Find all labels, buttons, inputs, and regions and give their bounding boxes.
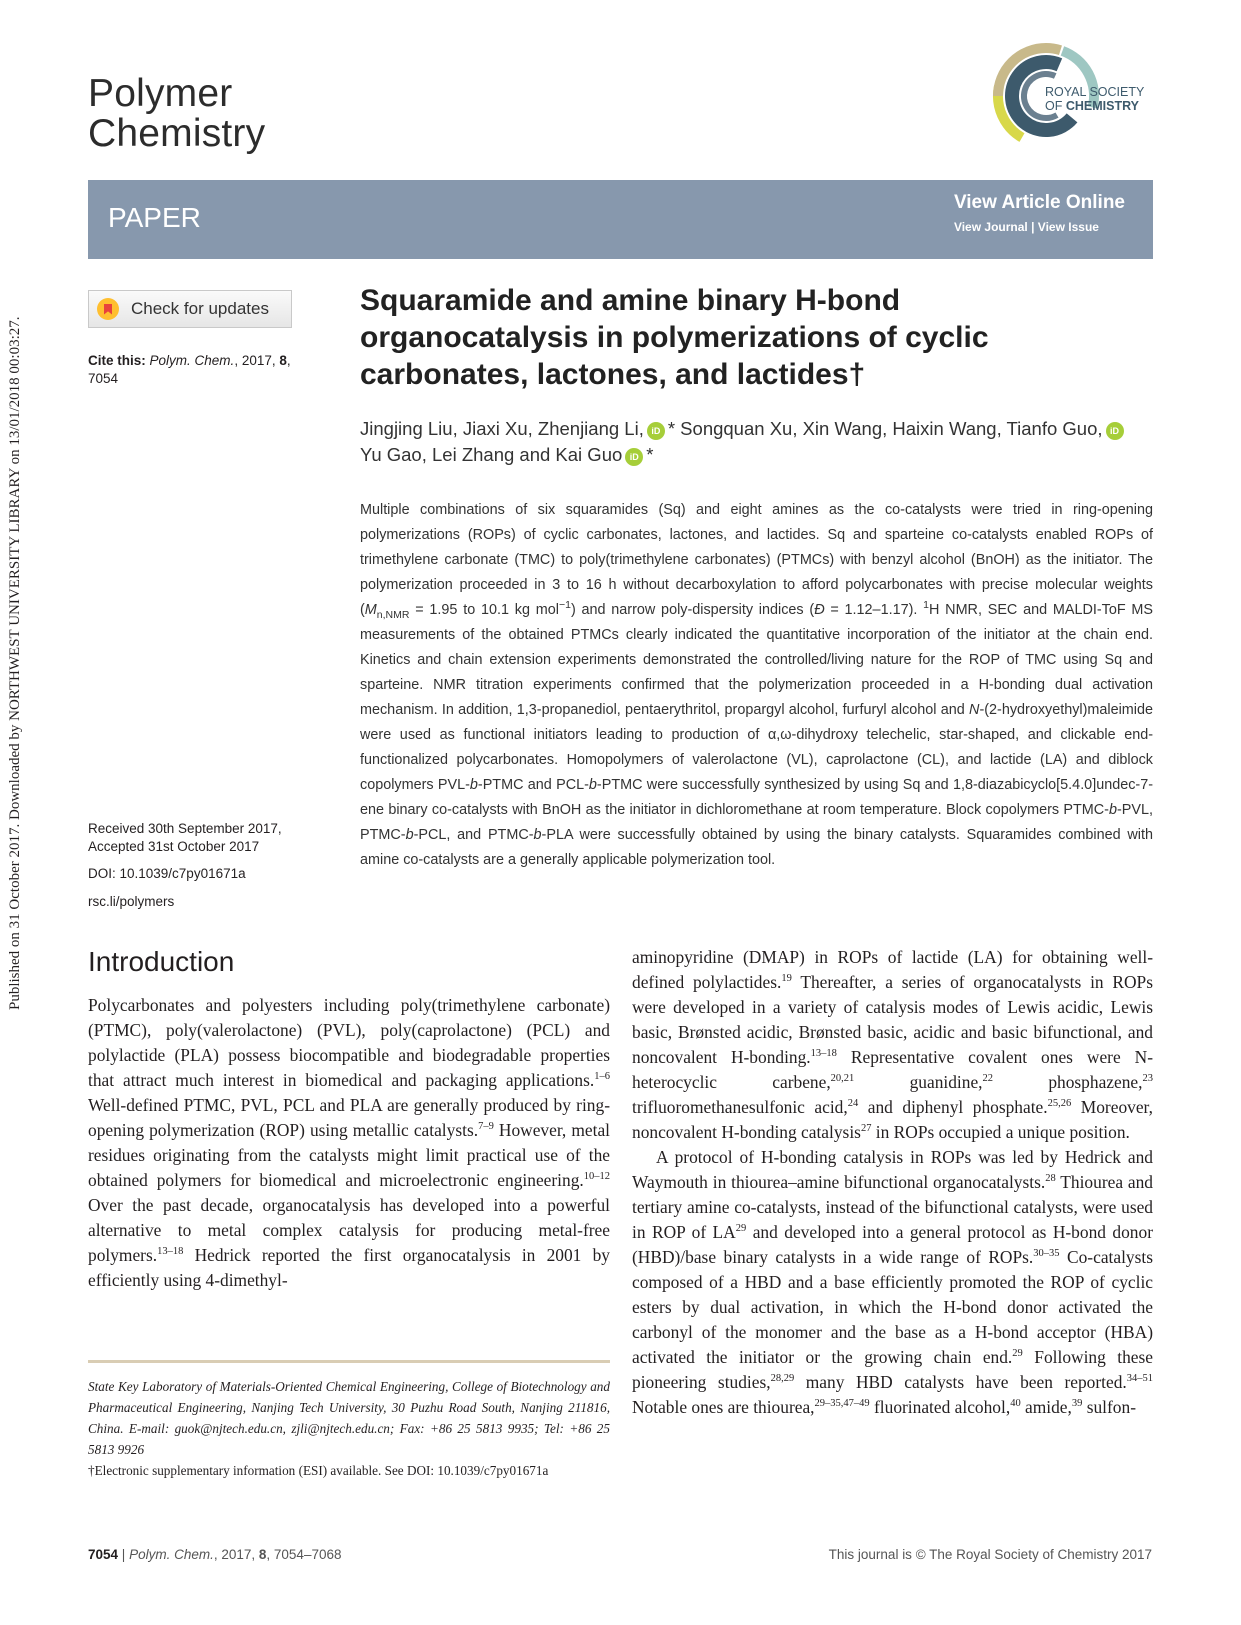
rsc-wordmark: ROYAL SOCIETY OF CHEMISTRY bbox=[1045, 85, 1145, 113]
affiliation-footnote: State Key Laboratory of Materials-Oriented Chemical Engineering, College of Biotechnology and Pharmaceutical Engineering, Nanjing Tech University, 30 Puzhu Road South, Nanjing 211816, China. E-mail: guok@njtech.edu.cn, zjli@njtech.edu.cn; Fax: +86 25 5813 9935; Tel: +86 25 5813 9926 bbox=[88, 1379, 610, 1457]
download-note: Published on 31 October 2017. Downloaded by NORTHWEST UNIVERSITY LIBRARY on 13/01/2018 00:03:27. bbox=[7, 316, 23, 1010]
article-title: Squaramide and amine binary H-bond organocatalysis in polymerizations of cyclic carbonates, lactones, and lactides† bbox=[360, 284, 989, 391]
footnote-divider bbox=[88, 1360, 610, 1363]
author-list: Jingjing Liu, Jiaxi Xu, Zhenjiang Li, iD * Songquan Xu, Xin Wang, Haixin Wang, Tianfo Guo, iD Yu Gao, Lei Zhang and Kai Guo iD * bbox=[360, 416, 1140, 468]
journal-title bbox=[88, 74, 265, 154]
cite-this: Cite this: Polym. Chem., 2017, 8, 7054 bbox=[88, 353, 291, 386]
esi-footnote: †Electronic supplementary information (ESI) available. See DOI: 10.1039/c7py01671a bbox=[88, 1463, 549, 1478]
body-column-right bbox=[632, 945, 1153, 1420]
view-article-online-link[interactable]: View Article Online bbox=[953, 192, 1125, 213]
banner-links: View Article Online View Journal | View Issue bbox=[953, 192, 1125, 234]
orcid-icon[interactable]: iD bbox=[1106, 422, 1124, 440]
paragraph: A protocol of H-bonding catalysis in ROPs was led by Hedrick and Waymouth in thiourea–amine bifunctional organocatalysts.$^{28}$ Thiourea and tertiary amine co-catalysts, instead of the bifunctional catalysts, were used in ROP of LA$^{29}$ and developed into a general protocol as H-bond donor (HBD)/base binary catalysts in a wide range of ROPs.$^{30-35}$ Co-catalysts composed of a HBD and a base efficiently promoted the ROP of cyclic esters by dual activation, in which the H-bond donor activated the carbonyl of the monomer and the base as a H-bond acceptor (HBA) activated the initiator or the growing chain end.$^{29}$ Following these pioneering studies,$^{28,29}$ many HBD catalysts have been reported.$^{34-51}$ Notable ones are thiourea,$^{29-35,47-49}$ fluorinated alcohol,$^{40}$ amide,$^{39}$ sulfon- bbox=[632, 1147, 1154, 1417]
esi-dagger: † bbox=[848, 358, 866, 391]
view-journal-link[interactable]: View Journal bbox=[953, 220, 1028, 234]
journal-link[interactable]: rsc.li/polymers bbox=[88, 894, 175, 909]
journal-title-line1: Polymer bbox=[88, 72, 233, 115]
check-for-updates-label: Check for updates bbox=[131, 299, 269, 318]
paragraph: aminopyridine (DMAP) in ROPs of lactide (LA) for obtaining well-defined polylactides.$^{19}$ Thereafter, a series of organocatalysts in ROPs were developed in a variety of catalysis modes of Lewis acidic, Lewis basic, Brønsted acidic, Brønsted basic, acidic and basic bifunctional, and noncovalent H-bonding.$^{13-18}$ Representative covalent ones were N-heterocyclic carbene,$^{20,21}$ guanidine,$^{22}$ phosphazene,$^{23}$ trifluoromethanesulfonic acid,$^{24}$ and diphenyl phosphate.$^{25,26}$ Moreover, noncovalent H-bonding catalysis$^{27}$ in ROPs occupied a unique position. bbox=[632, 947, 1154, 1142]
check-for-updates-button[interactable] bbox=[88, 290, 292, 328]
doi-link[interactable]: DOI: 10.1039/c7py01671a bbox=[88, 866, 246, 881]
page-footer-left: 7054 | Polym. Chem., 2017, 8, 7054–7068 bbox=[88, 1547, 342, 1562]
article-type-label: PAPER bbox=[108, 202, 201, 233]
footnotes bbox=[88, 1376, 610, 1481]
orcid-icon[interactable]: iD bbox=[647, 422, 665, 440]
page-footer-right: This journal is © The Royal Society of Chemistry 2017 bbox=[828, 1547, 1152, 1562]
abstract: Multiple combinations of six squaramides (Sq) and eight amines as the co-catalysts were tried in ring-opening polymerizations (ROPs) of cyclic carbonates, lactones, and lactides. Sq and sparteine co-catalysts enabled ROPs of trimethylene carbonate (TMC) to poly(trimethylene carbonates) (PTMCs) with benzyl alcohol (BnOH) as the initiator. The polymerization proceeded in 3 to 16 h without decarboxylation to afford polycarbonates with precise molecular weights ($M_{n,NMR} = 1.95$ to 10.1 kg mol$^{-1}$) and narrow poly-dispersity indices (Đ = 1.12–1.17). $^1$H NMR, SEC and MALDI-ToF MS measurements of the obtained PTMCs clearly indicated the quantitative incorporation of the initiator at the chain end. Kinetics and chain extension experiments demonstrated the controlled/living nature for the ROP of TMC using Sq and sparteine. NMR titration experiments confirmed that the polymerization proceeded in a H-bonding dual activation mechanism. In addition, 1,3-propanediol, pentaerythritol, propargyl alcohol, furfuryl alcohol and N-(2-hydroxyethyl)maleimide were used as functional initiators leading to production of α,ω-dihydroxy telechelic, star-shaped, and clickable end-functionalized polycarbonates. Homopolymers of valerolactone (VL), caprolactone (CL), and lactide (LA) and diblock copolymers PVL-b-PTMC and PCL-b-PTMC were successfully synthesized by using Sq and 1,8-diazabicyclo[5.4.0]undec-7-ene binary co-catalysts with BnOH as the initiator in dichloromethane at room temperature. Block copolymers PTMC-b-PVL, PTMC-b-PCL, and PTMC-b-PLA were successfully obtained by using the binary catalysts. Squaramides combined with amine co-catalysts are a generally applicable polymerization tool. bbox=[360, 502, 1153, 868]
received-dates: Received 30th September 2017, Accepted 31st October 2017 bbox=[88, 821, 282, 854]
bookmark-icon bbox=[97, 298, 119, 320]
view-issue-link[interactable]: View Issue bbox=[1037, 220, 1099, 234]
page-number: 7054 bbox=[88, 1547, 119, 1562]
rsc-logo[interactable] bbox=[990, 40, 1160, 152]
paragraph: Polycarbonates and polyesters including poly(trimethylene carbonate) (PTMC), poly(valerolactone) (PVL), poly(caprolactone) (PCL) and polylactide (PLA) possess biocompatible and biodegradable properties that attract much interest in biomedical and packaging applications.$^{1-6}$ Well-defined PTMC, PVL, PCL and PLA are generally produced by ring-opening polymerization (ROP) using metallic catalysts.$^{7-9}$ However, metal residues originating from the catalysts might limit practical use of the obtained polymers for biomedical and microelectronic engineering.$^{10-12}$ Over the past decade, organocatalysis has developed into a powerful alternative to metal complex catalysis for producing metal-free polymers.$^{13-18}$ Hedrick reported the first organocatalysis in 2001 by efficiently using 4-dimethyl- bbox=[88, 995, 610, 1290]
body-column-left bbox=[88, 993, 610, 1293]
orcid-icon[interactable]: iD bbox=[625, 448, 643, 466]
article-type-banner bbox=[88, 180, 1153, 259]
section-heading-introduction: Introduction bbox=[88, 946, 235, 977]
journal-title-line2: Chemistry bbox=[88, 112, 266, 155]
